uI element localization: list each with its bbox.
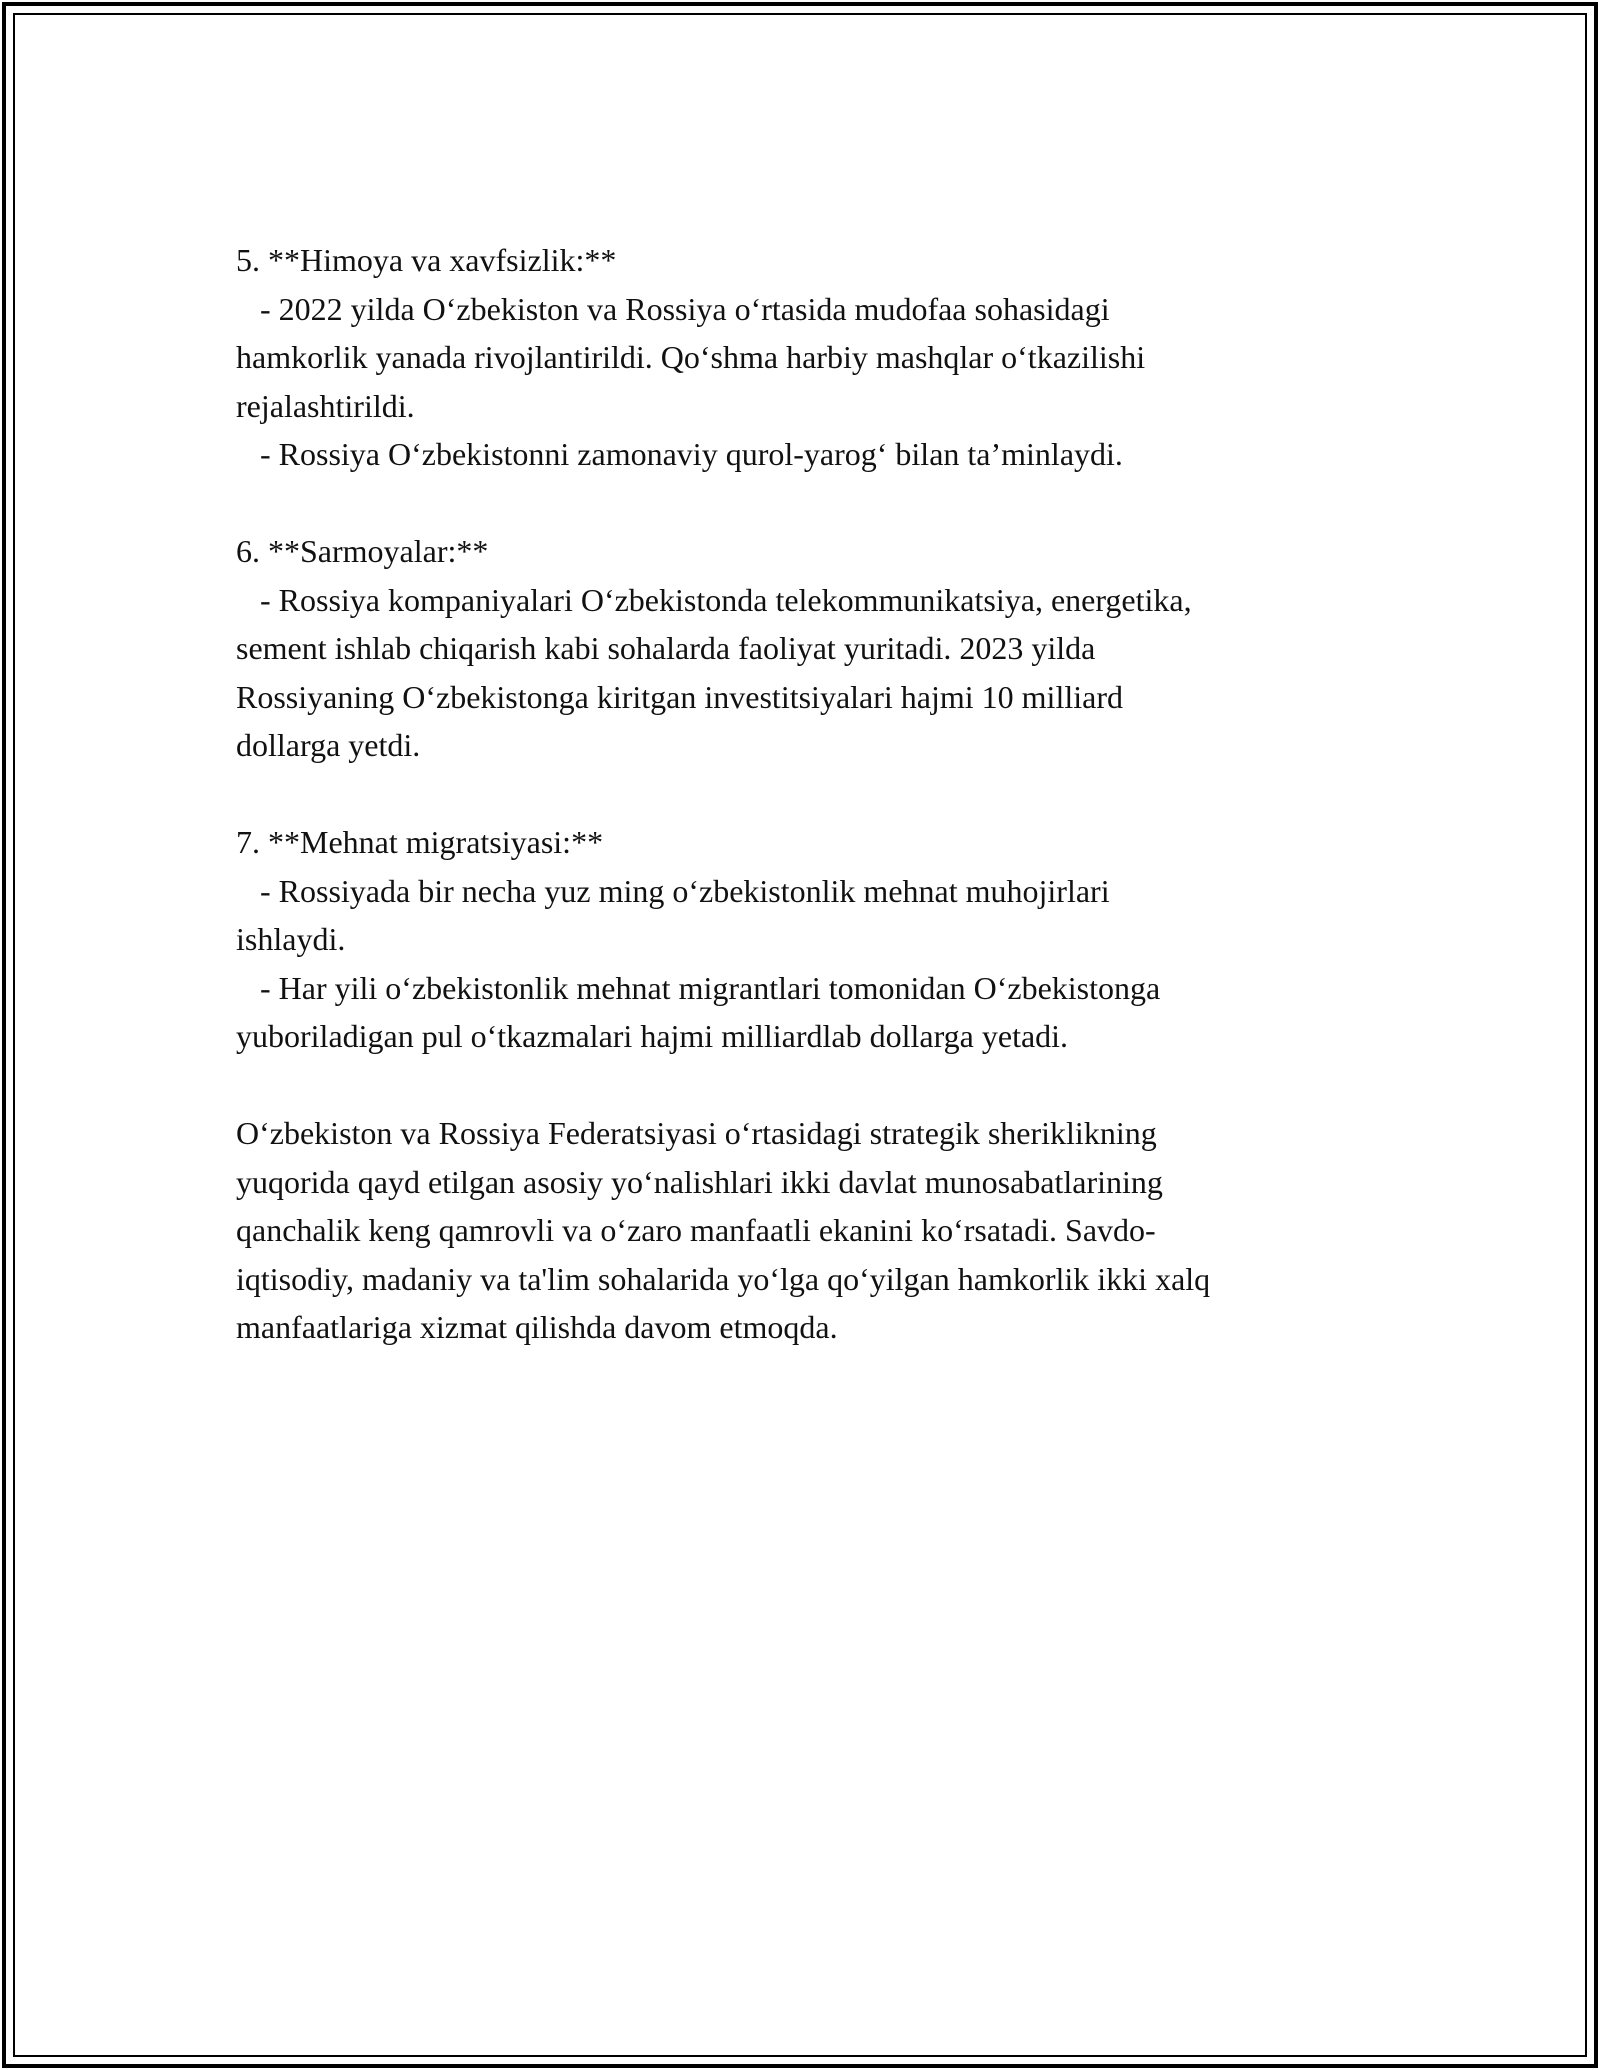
section-labor-migration bbox=[236, 818, 1366, 1061]
section-heading: 6. **Sarmoyalar:** bbox=[236, 533, 489, 569]
paragraph-line: Rossiyaning O‘zbekistonga kiritgan investitsiyalari hajmi 10 milliard bbox=[236, 678, 1123, 715]
paragraph-line: dollarga yetdi. bbox=[236, 727, 421, 763]
paragraph-line: manfaatlariga xizmat qilishda davom etmoqda. bbox=[236, 1309, 838, 1345]
paragraph-line: qanchalik keng qamrovli va o‘zaro manfaatli ekanini ko‘rsatadi. Savdo- bbox=[236, 1212, 1156, 1248]
paragraph-line: iqtisodiy, madaniy va ta'lim sohalarida yo‘lga qo‘yilgan hamkorlik ikki xalq bbox=[236, 1260, 1211, 1297]
paragraph-line: rejalashtirildi. bbox=[236, 387, 415, 424]
paragraph-line: sement ishlab chiqarish kabi sohalarda faoliyat yuritadi. 2023 yilda bbox=[236, 630, 1096, 666]
paragraph-gap bbox=[236, 1061, 1366, 1110]
paragraph-gap bbox=[236, 479, 1366, 528]
paragraph-line: - Rossiyada bir necha yuz ming o‘zbekistonlik mehnat muhojirlari bbox=[236, 872, 1110, 909]
paragraph-gap bbox=[236, 770, 1366, 819]
section-heading: 7. **Mehnat migratsiyasi:** bbox=[236, 824, 604, 860]
section-defense bbox=[236, 236, 1366, 479]
paragraph-line: hamkorlik yanada rivojlantirildi. Qo‘shma harbiy mashqlar o‘tkazilishi bbox=[236, 339, 1146, 375]
document-body bbox=[236, 236, 1366, 1352]
paragraph-line: - 2022 yilda O‘zbekiston va Rossiya o‘rtasida mudofaa sohasidagi bbox=[236, 290, 1110, 327]
section-heading: 5. **Himoya va xavfsizlik:** bbox=[236, 242, 617, 278]
paragraph-line: ishlaydi. bbox=[236, 921, 346, 957]
paragraph-line: - Rossiya kompaniyalari O‘zbekistonda telekommunikatsiya, energetika, bbox=[236, 581, 1192, 618]
paragraph-line: O‘zbekiston va Rossiya Federatsiyasi o‘rtasidagi strategik sheriklikning bbox=[236, 1115, 1157, 1151]
paragraph-line: yuboriladigan pul o‘tkazmalari hajmi milliardlab dollarga yetadi. bbox=[236, 1018, 1069, 1054]
paragraph-line: - Har yili o‘zbekistonlik mehnat migrantlari tomonidan O‘zbekistonga bbox=[236, 969, 1161, 1006]
paragraph-line: yuqorida qayd etilgan asosiy yo‘nalishlari ikki davlat munosabatlarining bbox=[236, 1163, 1163, 1200]
section-investments bbox=[236, 527, 1366, 770]
paragraph-line: - Rossiya O‘zbekistonni zamonaviy qurol-yarog‘ bilan ta’minlaydi. bbox=[236, 436, 1123, 472]
conclusion-paragraph bbox=[236, 1109, 1366, 1352]
